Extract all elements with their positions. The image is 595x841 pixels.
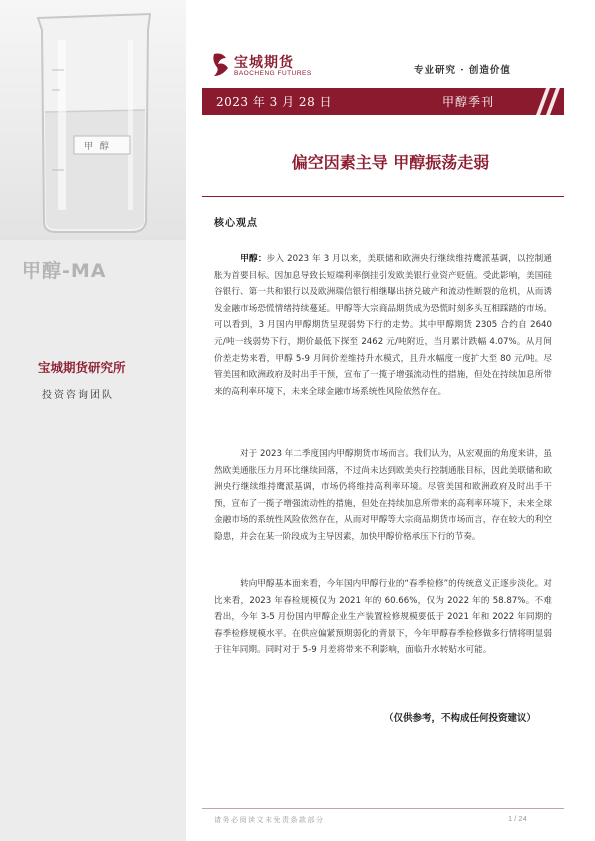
paragraph-3 [214, 576, 552, 659]
beaker-illustration [0, 0, 186, 240]
product-code: 甲醇-MA [22, 260, 107, 282]
institute-name: 宝城期货研究所 [38, 360, 126, 375]
disclaimer: （仅供参考，不构成任何投资建议） [384, 713, 537, 724]
paragraph-1-body: 步入 2023 年 3 月以来，美联储和欧洲央行继续维持鹰派基调，以控制通胀为首要目标。因加息导致长短端利率倒挂引发欧美银行业资产贬值。受此影响，美国硅谷银行、第一共和银行以及欧洲瑞信银行相继曝出挤兑破产和流动性断裂的危机，从而诱发金融市场恐慌情绪持续蔓延。甲醇等大宗商品期货成为恐慌时刻多头互相踩踏的市场。可以看到，3 月国内甲醇期货呈现弱势下行的走势。其中甲醇期货 2305 合约自 2640 元/吨一线弱势下行，期价最低下探至 2462 元/吨附近，当月累计跌幅 4.07%。从月间价差走势来看，甲醇 5-9 月间价差维持升水模式，且升水幅度一度扩大至 80 元/吨。尽管美国和欧洲政府及时出手干预，宣布了一揽子增强流动性的措施，但处在持续加息所带来的高利率环境下，未来全球金融市场系统性风险依然存在。 [214, 254, 552, 397]
beaker-label: 甲 醇 [84, 142, 111, 152]
report-date: 2023 年 3 月 28 日 [216, 95, 333, 109]
report-headline: 偏空因素主导 甲醇振荡走弱 [291, 153, 490, 172]
section-title: 核心观点 [214, 218, 258, 229]
paragraph-2 [214, 446, 552, 546]
paragraph-2-body: 对于 2023 年二季度国内甲醇期货市场而言。我们认为，从宏观面的角度来讲，虽然欧美通胀压力月环比继续回落，不过尚未达到欧美央行控制通胀目标，因此美联储和欧洲央行继续维持鹰派基调，市场仍将维持高利率环境。尽管美国和欧洲政府及时出手干预，宣布了一揽子增强流动性的措施，但处在持续加息所带来的高利率环境下，未来全球金融市场的系统性风险依然存在，从而对甲醇等大宗商品期货市场而言，存在较大的利空隐患，并会在某一阶段成为主导因素，加快甲醇价格承压下行的节奏。 [214, 449, 552, 542]
report-type: 甲醇季刊 [442, 95, 495, 109]
sidebar [0, 0, 186, 841]
paragraph-1-lead: 甲醇： [240, 254, 267, 264]
beaker-photo [0, 0, 186, 240]
logo-text-en: BAOCHENG FUTURES [234, 70, 312, 77]
logo-mark-icon [210, 52, 232, 78]
paragraph-3-body: 转向甲醇基本面来看，今年国内甲醇行业的“春季检修”的传统意义正逐步淡化。对比来看，2023 年春检规模仅为 2021 年的 60.66%，仅为 2022 年的 58.87%。不难看出，今年 3-5 月份国内甲醇企业生产装置检修规模要低于 2021 年和 2022 年同期的春季检修规模水平。在供应偏紧预期弱化的背景下，今年甲醇春季检修做多行情将明显弱于往年同期。同时对于 5-9 月差将带来不利影响，面临升水转贴水可能。 [214, 579, 552, 656]
slogan: 专业研究 · 创造价值 [414, 65, 511, 76]
divider-top [202, 196, 564, 197]
team-name: 投资咨询团队 [42, 390, 114, 401]
divider-bottom [202, 808, 564, 809]
banner-stripes-icon [528, 88, 562, 115]
page-number: 1 / 24 [508, 814, 527, 823]
footer-note: 请务必阅读文末免责条款部分 [214, 816, 325, 824]
company-logo [210, 50, 330, 82]
paragraph-1 [214, 251, 552, 400]
date-banner [202, 88, 564, 115]
logo-text-cn: 宝城期货 [234, 55, 294, 71]
